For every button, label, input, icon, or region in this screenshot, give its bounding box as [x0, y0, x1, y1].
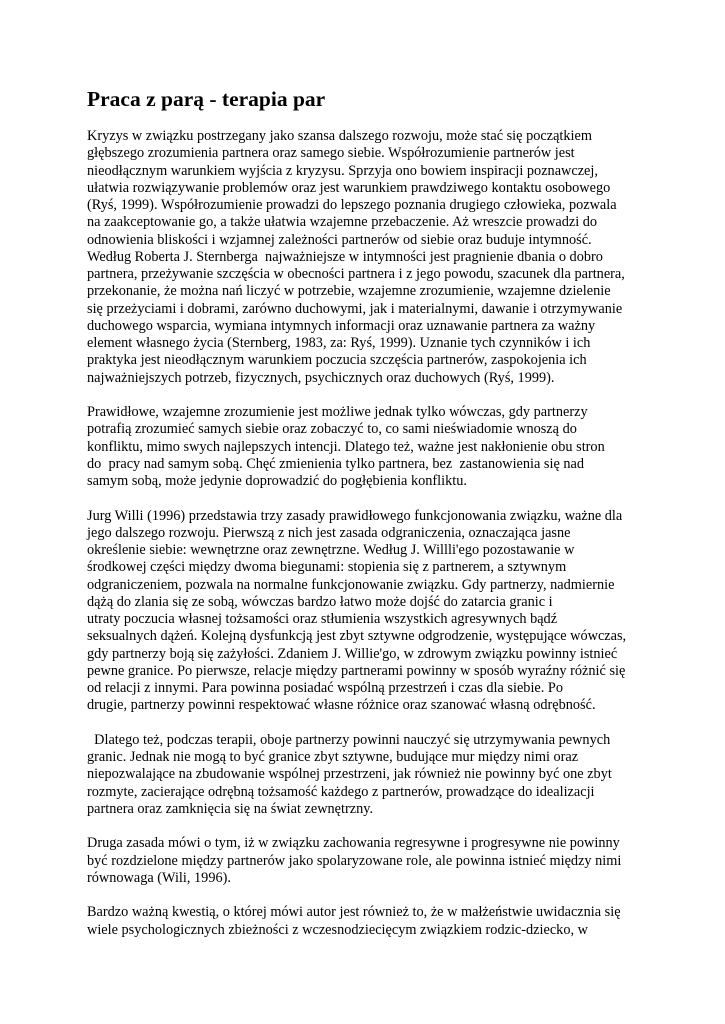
text-line: wiele psychologicznych zbieżności z wczesnodziecięcym związkiem rodzic-dziecko, w	[87, 921, 588, 938]
text-line: określenie siebie: wewnętrzne oraz zewnętrzne. Według J. Willli'ego pozostawanie w	[87, 542, 575, 558]
text-line: Druga zasada mówi o tym, iż w związku zachowania regresywne i progresywne nie powinny	[87, 835, 620, 852]
text-line: przekonanie, że można nań liczyć w potrzebie, wzajemne zrozumienie, wzajemne dzielenie	[87, 283, 611, 300]
paragraph-5	[87, 835, 635, 887]
text-line: rozmyte, zacierające odrębną tożsamość każdego z partnerów, prowadzące do idealizacji	[87, 783, 595, 800]
text-line: na zaakceptowanie go, a także ułatwia wzajemne przebaczenie. Aż wreszcie prowadzi do	[87, 214, 598, 231]
text-line: od relacji z innymi. Para powinna posiadać wspólną przestrzeń i czas dla siebie. Po	[87, 680, 564, 696]
paragraph-3	[87, 508, 635, 715]
text-line: Dlatego też, podczas terapii, oboje partnerzy powinni nauczyć się utrzymywania pewnych	[87, 731, 611, 748]
text-line: niepozwalające na zbudowanie wspólnej przestrzeni, jak również nie powinny być one zbyt	[87, 766, 612, 783]
text-line: konfliktu, mimo swych najlepszych intencji. Dlatego też, ważne jest nakłonienie obu stron	[87, 438, 605, 455]
text-line: Bardzo ważną kwestią, o której mówi autor jest również to, że w małżeństwie uwidacznia się	[87, 904, 621, 921]
text-line: ułatwia rozwiązywanie problemów oraz jest warunkiem prawdziwego kontaktu osobowego	[87, 179, 611, 196]
text-line: równowaga (Wili, 1996).	[87, 869, 231, 886]
text-line: do pracy nad samym sobą. Chęć zmienienia tylko partnera, bez zastanowienia się nad	[87, 455, 585, 472]
text-line: praktyka jest nieodłącznym warunkiem poczucia szczęścia partnerów, zaspokojenia ich	[87, 352, 587, 369]
text-line: (Ryś, 1999). Współrozumienie prowadzi do lepszego poznania drugiego człowieka, pozwala	[87, 197, 617, 213]
text-line: Kryzys w związku postrzegany jako szansa dalszego rozwoju, może stać się początkiem	[87, 128, 592, 144]
text-line: nieodłącznym warunkiem wyjścia z kryzysu. Sprzyja ono bowiem inspiracji poznawczej,	[87, 162, 598, 179]
text-line: gdy partnerzy boją się zażyłości. Zdaniem J. Willie'go, w zdrowym związku powinny istnieć	[87, 645, 618, 662]
text-line: utraty poczucia własnej tożsamości oraz stłumienia wszystkich agresywnych bądź	[87, 611, 558, 627]
text-line: pewne granice. Po pierwsze, relacje między partnerami powinny w sposób wyraźny różnić się	[87, 662, 626, 679]
text-line: duchowego wsparcia, wymiana intymnych informacji oraz uznawanie partnera za ważny	[87, 317, 596, 334]
text-line: granic. Jednak nie mogą to być granice zbyt sztywne, budujące mur między nimi oraz	[87, 749, 579, 765]
text-line: drugie, partnerzy powinni respektować własne różnice oraz szanować własną odrębność.	[87, 697, 596, 714]
text-line: seksualnych dążeń. Kolejną dysfunkcją jest zbyt sztywne odgrodzenie, występujące wówczas,	[87, 628, 627, 645]
document-page	[87, 86, 635, 956]
text-line: głębszego zrozumienia partnera oraz samego siebie. Współrozumienie partnerów jest	[87, 145, 575, 162]
text-line: Jurg Willi (1996) przedstawia trzy zasady prawidłowego funkcjonowania związku, ważne dla	[87, 507, 623, 524]
text-line: element własnego życia (Sternberg, 1983, za: Ryś, 1999). Uznanie tych czynników i ich	[87, 335, 591, 351]
text-line: jego dalszego rozwoju. Pierwszą z nich jest zasada odgraniczenia, oznaczająca jasne	[87, 524, 571, 541]
text-line: partnera, przeżywanie szczęścia w obecności partnera i z jego powodu, szacunek dla partnera,	[87, 266, 625, 282]
paragraph-4	[87, 732, 635, 818]
text-line: dążą do zlania się ze sobą, wówczas bardzo łatwo może dojść do zatarcia granic i	[87, 593, 553, 610]
paragraph-2	[87, 404, 635, 490]
text-line: partnera oraz zamknięcia się na świat zewnętrzny.	[87, 800, 374, 817]
document-title: Praca z parą - terapia par	[87, 87, 326, 111]
text-line: potrafią zrozumieć samych siebie oraz zobaczyć to, co sami nieświadomie wnoszą do	[87, 421, 577, 438]
text-line: być rozdzielone między partnerów jako spolaryzowane role, ale powinna istnieć między nimi	[87, 852, 622, 869]
text-line: Prawidłowe, wzajemne zrozumienie jest możliwe jednak tylko wówczas, gdy partnerzy	[87, 404, 588, 420]
text-line: odgraniczeniem, pozwala na normalne funkcjonowanie związku. Gdy partnerzy, nadmiernie	[87, 576, 615, 593]
text-line: odnowienia bliskości i wzjamnej zależności partnerów od siebie oraz buduje intymność.	[87, 231, 592, 248]
text-line: środkowej części między dwoma biegunami: stopienia się z partnerem, a sztywnym	[87, 559, 567, 576]
text-line: się przeżyciami i dobrami, zarówno duchowymi, jak i materialnymi, dawanie i otrzymywanie	[87, 300, 623, 317]
text-line: samym sobą, może jedynie doprowadzić do pogłębienia konfliktu.	[87, 473, 467, 489]
paragraph-6	[87, 904, 635, 939]
text-line: najważniejszych potrzeb, fizycznych, psychicznych oraz duchowych (Ryś, 1999).	[87, 369, 555, 386]
text-line: Według Roberta J. Sternberga najważniejsze w intymności jest pragnienie dbania o dobro	[87, 248, 603, 265]
paragraph-1	[87, 128, 635, 387]
